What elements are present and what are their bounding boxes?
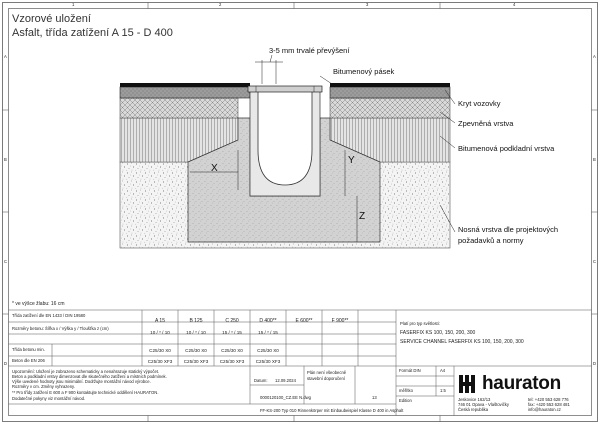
remark-6: Dodatečné pokyny viz montážní návod. (12, 396, 86, 401)
frame-row-c-right: C (593, 259, 597, 264)
frame-col-4: 4 (513, 2, 516, 7)
concrete-b-c250: C25/30 XF3 (219, 359, 245, 364)
concrete-b-d400: C25/30 XF3 (255, 359, 281, 364)
remark-4: Rozměry v cm. Změny vyhrazeny. (12, 384, 75, 389)
company-address-1: Jeskovice 162/13 (458, 397, 491, 402)
sheet-number: 13 (372, 395, 377, 400)
concrete-a-a15: C25/30 X0 (149, 348, 171, 353)
concrete-b-b125: C25/30 XF3 (183, 359, 209, 364)
company-fax: fax: +420 553 628 481 (528, 402, 570, 407)
frame-col-2: 2 (219, 2, 222, 7)
frame-row-c: C (4, 259, 8, 264)
dims-c250: 15 / * / 15 (222, 330, 242, 335)
company-address-3: Česká republika (458, 407, 489, 412)
label-road-surface: Kryt vozovky (458, 99, 501, 108)
label-reinforced-layer: Zpevněná vrstva (458, 119, 514, 128)
concrete-a-d400: C25/30 X0 (257, 348, 279, 353)
class-a15: A 15 (154, 318, 165, 324)
remark-2: Beton a podkladní vrstvy dimenzovat dle skutečného zatížení a místních podmínek. (12, 374, 167, 379)
note-height: * ve výšce žlabu: 16 cm (12, 301, 65, 307)
row-concrete-label-1: Třída betonu min. (12, 347, 45, 352)
row-concrete-label-2: Beton dle EN 206 (12, 358, 45, 363)
concrete-b-a15: C25/30 XF3 (147, 359, 173, 364)
company-email: info@hauraton.cz (528, 407, 561, 412)
concrete-a-c250: C25/30 X0 (221, 348, 243, 353)
label-support-layer-2: požadavků a normy (458, 236, 524, 245)
channel-profile (258, 92, 312, 185)
dims-b125: 10 / * / 10 (186, 330, 206, 335)
class-c250: C 250 (225, 318, 239, 324)
frame-row-b-right: B (593, 157, 596, 162)
valid-for-label: Platí pro typ světlosti: (400, 321, 440, 326)
format-label: Formát DIN (399, 368, 421, 373)
frame-col-1: 1 (72, 2, 75, 7)
class-b125: B 125 (189, 318, 203, 324)
frame-row-a: A (4, 54, 7, 59)
drawing-number: 0000120100_CZ.EE N.dwg (260, 395, 311, 400)
title-line-1: Vzorové uložení (12, 13, 91, 25)
remark-1: Upozornění: Uložení je zobrazeno schematicky a nenahrazuje statický výpočet. (12, 369, 160, 374)
dim-x: X (211, 163, 218, 174)
class-f900: F 900** (331, 318, 349, 324)
company-address-2: 746 01 Opava - Vlaštovičky (458, 402, 509, 407)
hauraton-logo (458, 372, 588, 396)
class-d400: D 400** (259, 318, 277, 324)
frame-col-3: 3 (366, 2, 369, 7)
frame-row-b: B (4, 157, 7, 162)
edition-label: Edition (399, 398, 412, 403)
plan-note-2: stavební doporučení (307, 376, 345, 381)
plan-note-1: Plán není všeobecně (307, 370, 347, 375)
format-value: A4 (440, 368, 446, 373)
class-e600: E 600** (295, 318, 313, 324)
label-support-layer-1: Nosná vrstva dle projektových (458, 225, 559, 234)
label-bitumen-strip: Bitumenový pásek (333, 67, 395, 76)
scale-value: 1:5 (440, 388, 446, 393)
dims-a15: 10 / * / 10 (150, 330, 170, 335)
label-bitumen-base: Bitumenová podkladní vrstva (458, 144, 555, 153)
frame-row-d: D (4, 361, 8, 366)
row-dims-label: Rozměry betonu: Šířka x / Výška y / Tloušťka z (cm) (12, 326, 109, 331)
frame-row-a-right: A (593, 54, 596, 59)
hauraton-logo-icon (458, 373, 480, 395)
valid-for-1: FASERFIX KS 100, 150, 200, 300 (400, 330, 476, 336)
dim-z: Z (359, 211, 366, 222)
company-phone: tel: +420 553 628 776 (528, 397, 569, 402)
concrete-a-b125: C25/30 X0 (185, 348, 207, 353)
remark-5: ** Pro třídy zatížení E 600 a F 900 kontaktujte technické oddělení HAURATON. (12, 390, 159, 395)
dims-d400: 15 / * / 15 (258, 330, 278, 335)
table-header-left: Třída zatížení dle EN 1433 / DIN 19580 (12, 313, 86, 318)
date: 12.09.2024 (275, 378, 296, 383)
remark-3: Výše uvedené hodnoty jsou minimální. Dodržujte montážní návod výrobce. (12, 379, 151, 384)
label-gap: 3-5 mm trvalé převýšení (269, 46, 350, 55)
valid-for-2: SERVICE CHANNEL FASERFIX KS 100, 150, 200, 300 (400, 339, 524, 345)
dim-y: Y (348, 155, 355, 166)
date-label: Datum: (254, 378, 268, 383)
title-line-2: Asfalt, třída zatížení A 15 - D 400 (12, 27, 173, 39)
scale-label: měřítko (399, 388, 413, 393)
logo-text: hauraton (482, 373, 561, 394)
footer-title: FF-KS-200 Typ 010 Rinnenkörper mit Einbaubeispiel Klasse D 400 in Asphalt (260, 408, 404, 413)
frame-row-d-right: D (593, 361, 597, 366)
